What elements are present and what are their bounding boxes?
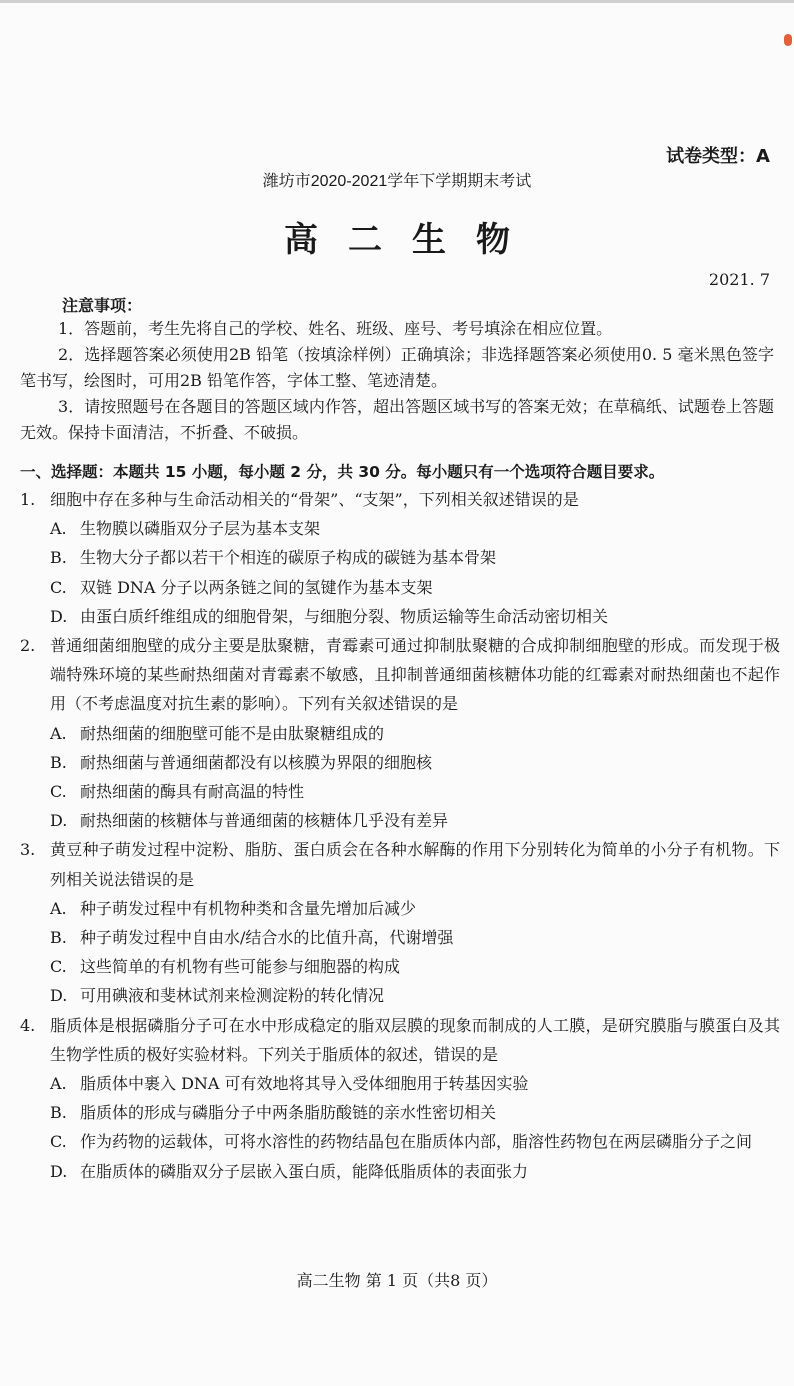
option-text: 耐热细菌的细胞壁可能不是由肽聚糖组成的: [80, 723, 385, 743]
option-text: 这些简单的有机物有些可能参与细胞器的构成: [80, 957, 401, 977]
option: [20, 806, 780, 835]
option-label: A.: [50, 519, 67, 539]
option: [20, 894, 780, 923]
option-label: B.: [50, 548, 67, 568]
option-label: B.: [50, 1103, 67, 1123]
section-title: 一、选择题：本题共 15 小题，每小题 2 分，共 30 分。每小题只有一个选项符合题目要求。: [20, 463, 665, 481]
corner-mark: [784, 34, 792, 46]
exam-date: 2021. 7: [708, 270, 770, 289]
notice-heading: 注意事项：: [62, 296, 143, 315]
option: [20, 952, 780, 981]
option-text: 可用碘液和斐林试剂来检测淀粉的转化情况: [80, 986, 385, 1006]
option: [20, 1069, 780, 1098]
notice-list: [20, 316, 774, 446]
option: [20, 981, 780, 1010]
option-text: 作为药物的运载体，可将水溶性的药物结晶包在脂质体内部，脂溶性药物包在两层磷脂分子之间: [80, 1132, 753, 1152]
option-text: 脂质体中裹入 DNA 可有效地将其导入受体细胞用于转基因实验: [80, 1074, 529, 1094]
option: [20, 923, 780, 952]
option: [20, 777, 780, 806]
option-text: 生物膜以磷脂双分子层为基本支架: [80, 519, 321, 539]
question-number: 2.: [20, 636, 36, 656]
option-label: B.: [50, 752, 67, 772]
option: [20, 1127, 780, 1156]
option-label: A.: [50, 1074, 67, 1094]
option-text: 耐热细菌与普通细菌都没有以核膜为界限的细胞核: [80, 752, 433, 772]
notice-item: 1．答题前，考生先将自己的学校、姓名、班级、座号、考号填涂在相应位置。: [58, 319, 613, 338]
question-stem: 脂质体是根据磷脂分子可在水中形成稳定的脂双层膜的现象而制成的人工膜，是研究膜脂与膜蛋白及其生物学性质的极好实验材料。下列关于脂质体的叙述，错误的是: [50, 1015, 780, 1064]
question-number: 3.: [20, 840, 36, 860]
question-stem: 黄豆种子萌发过程中淀粉、脂肪、蛋白质会在各种水解酶的作用下分别转化为简单的小分子有机物。下列相关说法错误的是: [50, 840, 780, 889]
option-text: 双链 DNA 分子以两条链之间的氢键作为基本支架: [80, 577, 433, 597]
subject-title: 高二生物: [284, 220, 540, 260]
option-text: 耐热细菌的核糖体与普通细菌的核糖体几乎没有差异: [80, 811, 449, 831]
question: [20, 631, 780, 719]
question-stem: 普通细菌细胞壁的成分主要是肽聚糖，青霉素可通过抑制肽聚糖的合成抑制细胞壁的形成。而发现于极端特殊环境的某些耐热细菌对青霉素不敏感，且抑制普通细菌核糖体功能的红霉素对耐热细菌也不起作用（不考虑温度对抗生素的影响）。下列有关叙述错误的是: [50, 636, 780, 714]
option-text: 生物大分子都以若干个相连的碳原子构成的碳链为基本骨架: [80, 548, 497, 568]
option: [20, 1157, 780, 1186]
question: [20, 1011, 780, 1069]
top-border: [0, 0, 794, 3]
option-label: B.: [50, 928, 67, 948]
notice-item: 3．请按照题号在各题目的答题区域内作答，超出答题区域书写的答案无效；在草稿纸、试题卷上答题无效。保持卡面清洁，不折叠、不破损。: [20, 397, 774, 442]
option-label: C.: [50, 957, 67, 977]
option-label: C.: [50, 577, 67, 597]
option-label: D.: [50, 986, 68, 1006]
option-text: 脂质体的形成与磷脂分子中两条脂肪酸链的亲水性密切相关: [80, 1103, 497, 1123]
option-text: 种子萌发过程中有机物种类和含量先增加后减少: [80, 898, 417, 918]
option-label: C.: [50, 782, 67, 802]
option-label: D.: [50, 606, 68, 626]
paper-type: 试卷类型：A: [666, 146, 770, 167]
option: [20, 602, 780, 631]
option-label: A.: [50, 898, 67, 918]
option: [20, 514, 780, 543]
option: [20, 573, 780, 602]
option-label: C.: [50, 1132, 67, 1152]
question: [20, 835, 780, 893]
question: [20, 485, 780, 514]
question-number: 1.: [20, 490, 36, 509]
exam-title: 潍坊市2020-2021学年下学期期末考试: [262, 173, 532, 190]
option-label: D.: [50, 1161, 68, 1181]
option-text: 由蛋白质纤维组成的细胞骨架，与细胞分裂、物质运输等生命活动密切相关: [80, 606, 609, 626]
question-number: 4.: [20, 1015, 36, 1035]
option: [20, 719, 780, 748]
option: [20, 748, 780, 777]
option: [20, 543, 780, 572]
page-footer: 高二生物 第 1 页（共8 页）: [296, 1271, 498, 1290]
option-label: D.: [50, 811, 68, 831]
question-stem: 细胞中存在多种与生命活动相关的“骨架”、“支架”，下列相关叙述错误的是: [50, 490, 579, 509]
option-text: 耐热细菌的酶具有耐高温的特性: [80, 782, 305, 802]
notice-item: 2．选择题答案必须使用2B 铅笔（按填涂样例）正确填涂；非选择题答案必须使用0. 5 毫米黑色签字笔书写，绘图时，可用2B 铅笔作答，字体工整、笔迹清楚。: [20, 345, 774, 390]
option-label: A.: [50, 723, 67, 743]
option-text: 在脂质体的磷脂双分子层嵌入蛋白质，能降低脂质体的表面张力: [80, 1161, 529, 1181]
option-text: 种子萌发过程中自由水/结合水的比值升高，代谢增强: [80, 928, 454, 948]
option: [20, 1098, 780, 1127]
question-list: [20, 485, 780, 1186]
